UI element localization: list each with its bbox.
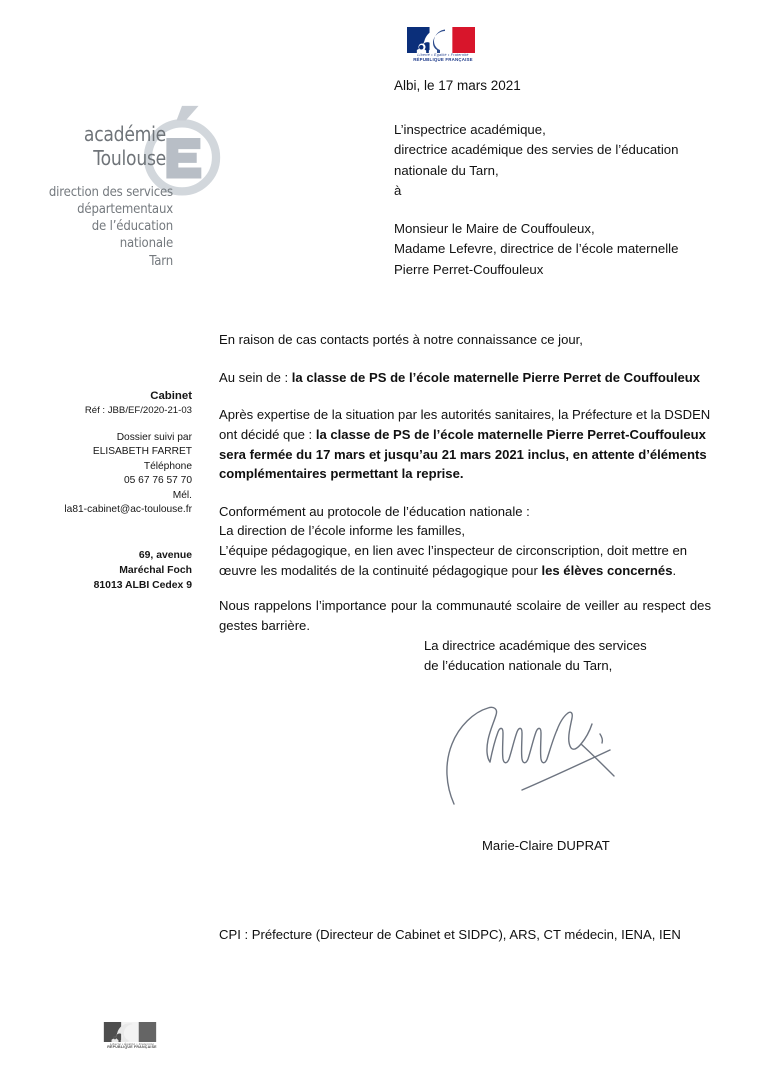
- sender-line-2: directrice académique des servies de l’éducation: [394, 142, 679, 158]
- signature-title-line-2: de l’éducation nationale du Tarn,: [424, 657, 613, 673]
- academie-subtitle-line-2: départementaux: [77, 201, 173, 218]
- phone-label: Téléphone: [143, 460, 192, 472]
- signature-title: [424, 636, 647, 675]
- footer-republique-devise: Liberté • Égalité • Fraternité: [109, 1042, 155, 1046]
- recipient-block: [394, 120, 724, 280]
- body-p2-prefix: Au sein de :: [219, 369, 292, 385]
- body-spacer-1: [219, 350, 711, 368]
- signature-title-line-1: La directrice académique des services: [424, 638, 647, 653]
- contact-name: ELISABETH FARRET: [92, 446, 192, 458]
- academie-subtitle-line-4: Tarn: [149, 252, 173, 269]
- body-spacer-2: [219, 387, 711, 405]
- academie-subtitle-line-3: de l’éducation nationale: [91, 218, 173, 252]
- academie-title: [39, 122, 166, 171]
- academie-letterhead: [18, 104, 208, 269]
- body-spacer-4: [219, 580, 711, 596]
- republique-name: RÉPUBLIQUE FRANÇAISE: [413, 56, 473, 62]
- body-p4-bold: les élèves concernés: [541, 562, 673, 578]
- cpi-distribution-line: CPI : Préfecture (Directeur de Cabinet et SIDPC), ARS, CT médecin, IENA, IEN: [219, 927, 681, 942]
- body-p2-bold: la classe de PS de l’école maternelle Pierre Perret de Couffouleux: [291, 369, 701, 385]
- email-address[interactable]: la81-cabinet@ac-toulouse.fr: [64, 504, 192, 516]
- contact-sidebar: [40, 388, 192, 593]
- body-p4-prefix: L’équipe pédagogique, en lien avec l’inspecteur de circonscription, doit mettre en œuvre les modalités de la continuité pédagogique pour: [219, 543, 688, 578]
- french-flag-marianne-icon: [407, 27, 475, 53]
- footer-republique-caption: [103, 1043, 161, 1050]
- sender-line-4: à: [394, 183, 402, 199]
- addressee-line-2: Madame Lefevre, directrice de l’école maternelle: [394, 241, 679, 257]
- addressee-line-3: Pierre Perret-Couffouleux: [394, 261, 544, 277]
- footer-republique-name: RÉPUBLIQUE FRANÇAISE: [107, 1045, 157, 1050]
- sender-line-3: nationale du Tarn,: [394, 162, 499, 178]
- address-line-1: 69, avenue: [138, 549, 192, 561]
- academie-title-line-2: Toulouse: [93, 146, 166, 171]
- academie-subtitle-line-1: direction des services: [48, 184, 174, 200]
- address-line-2: Maréchal Foch: [119, 564, 192, 576]
- french-flag-grayscale-icon: [103, 1022, 157, 1042]
- sender-line-1: L’inspectrice académique,: [394, 122, 546, 137]
- republique-devise: Liberté • Égalité • Fraternité: [417, 53, 469, 57]
- body-paragraph-2: [219, 368, 711, 388]
- address-line-3: 81013 ALBI Cedex 9: [93, 579, 192, 591]
- postal-address: [40, 548, 192, 593]
- handwritten-signature-icon: [432, 682, 682, 812]
- body-paragraph-4-line-2: La direction de l’école informe les familles,: [219, 523, 465, 539]
- reference-number: Réf : JBB/EF/2020-21-03: [84, 405, 192, 417]
- academie-subtitle: [38, 184, 173, 270]
- body-p3-prefix: Après expertise de la situation par les autorités sanitaires, la Préfecture et la DSDEN ont décidé que :: [219, 407, 711, 442]
- republique-francaise-logo: [407, 27, 479, 69]
- date-line: Albi, le 17 mars 2021: [394, 78, 521, 93]
- body-paragraph-1: En raison de cas contacts portés à notre connaissance ce jour,: [219, 332, 583, 347]
- service-name: Cabinet: [150, 390, 192, 402]
- body-paragraph-4-line-3: [219, 541, 711, 580]
- footer-republique-logo: [103, 1022, 161, 1056]
- academie-title-line-1: académie: [83, 122, 166, 146]
- mail-label: Mél.: [172, 489, 192, 501]
- republique-caption: [407, 54, 479, 62]
- letter-body: [219, 330, 711, 636]
- recipient-spacer: [394, 202, 724, 219]
- body-spacer-3: [219, 484, 711, 502]
- addressee-line-1: Monsieur le Maire de Couffouleux,: [394, 220, 595, 236]
- body-p4-suffix: .: [672, 562, 677, 578]
- phone-number: 05 67 76 57 70: [124, 475, 192, 487]
- body-paragraph-4-line-1: Conformément au protocole de l’éducation nationale :: [219, 503, 530, 519]
- contact-label: Dossier suivi par: [116, 431, 192, 443]
- body-p3-bold: la classe de PS de l’école maternelle Pierre Perret-Couffouleux sera fermée du 17 mars et jusqu’au 21 mars 2021 inclus, en attente d’éléments complémentaires permettant la reprise.: [219, 426, 707, 482]
- body-paragraph-3: [219, 405, 711, 484]
- signatory-name: Marie-Claire DUPRAT: [482, 838, 610, 853]
- body-paragraph-5: Nous rappelons l’importance pour la communauté scolaire de veiller au respect des gestes barrière.: [219, 598, 711, 634]
